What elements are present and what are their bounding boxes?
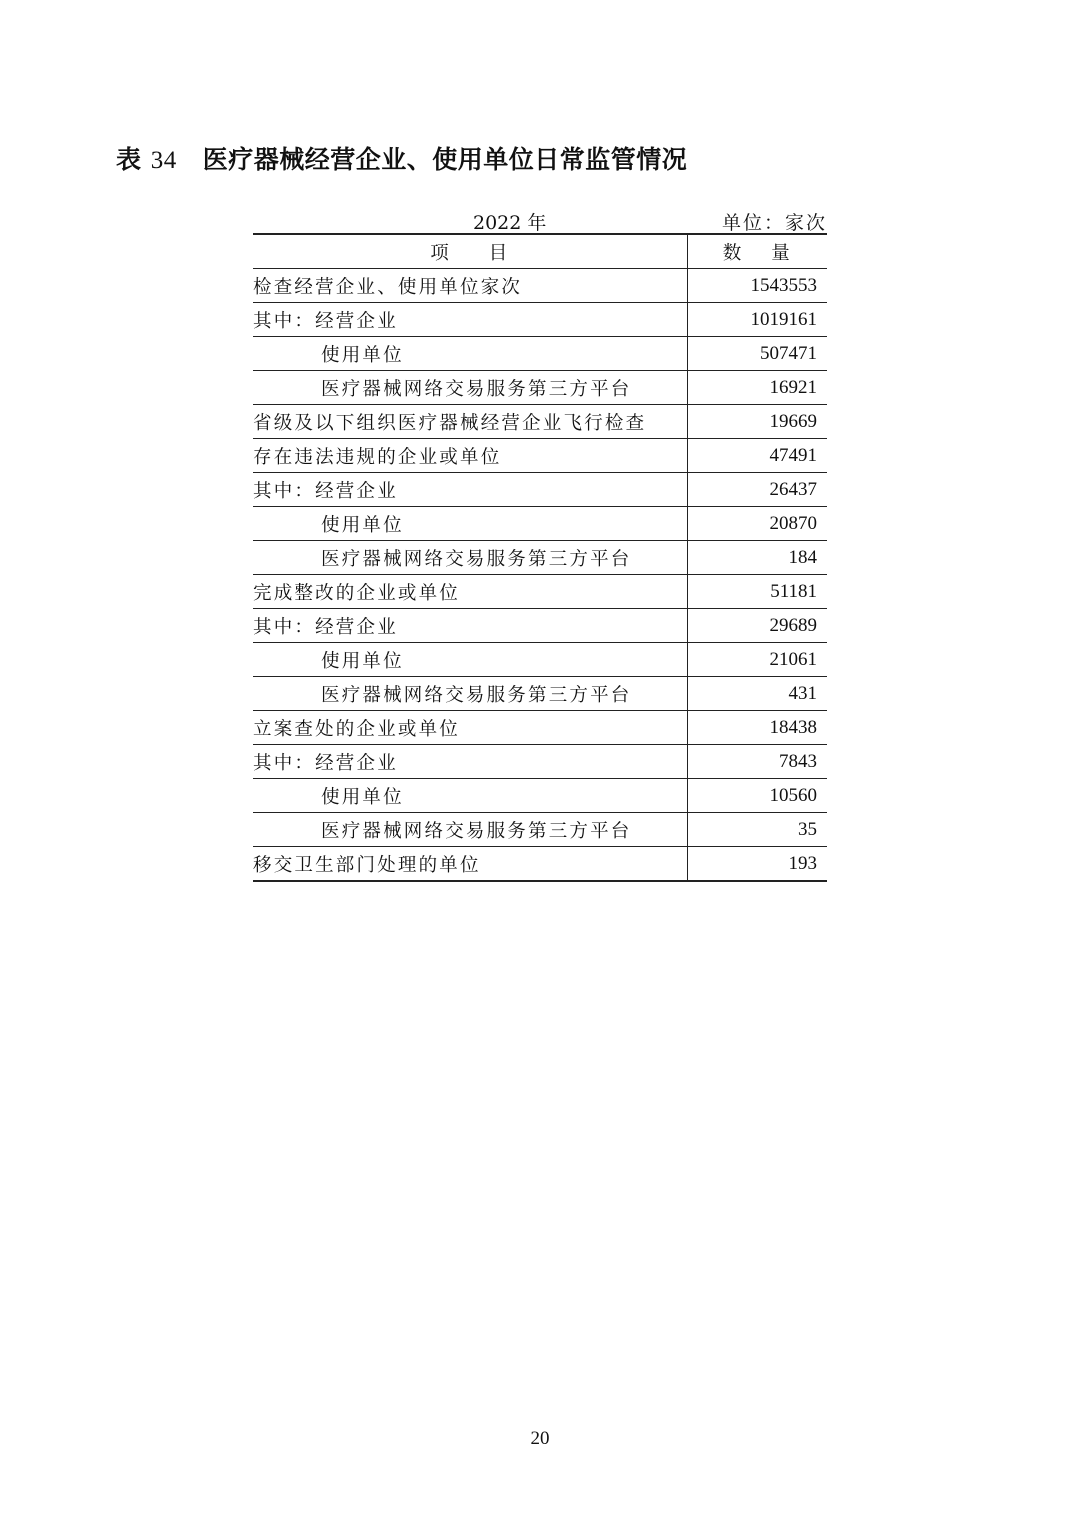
table-row — [253, 847, 827, 882]
row-value: 26437 — [687, 473, 827, 507]
table-row — [253, 405, 827, 439]
row-item-label: 医疗器械网络交易服务第三方平台 — [253, 541, 687, 575]
row-item-label: 医疗器械网络交易服务第三方平台 — [253, 677, 687, 711]
table-header-row — [253, 234, 827, 269]
row-item-label: 其中：经营企业 — [253, 303, 687, 337]
row-item-label: 使用单位 — [253, 779, 687, 813]
table-row — [253, 609, 827, 643]
row-item-label: 使用单位 — [253, 507, 687, 541]
row-value: 431 — [687, 677, 827, 711]
header-item-part2: 目 — [488, 242, 510, 264]
table-label: 表 — [116, 145, 142, 174]
table-body — [253, 269, 827, 882]
table-title-text: 医疗器械经营企业、使用单位日常监管情况 — [202, 145, 688, 174]
table-row — [253, 507, 827, 541]
page-title — [116, 140, 687, 176]
table-row — [253, 643, 827, 677]
table-row — [253, 303, 827, 337]
table-row — [253, 269, 827, 303]
caption-year: 2022 年 — [473, 212, 547, 234]
header-qty-part1: 数 — [722, 242, 744, 264]
row-item-label: 使用单位 — [253, 337, 687, 371]
row-value: 16921 — [687, 371, 827, 405]
table-row — [253, 575, 827, 609]
row-item-label: 存在违法违规的企业或单位 — [253, 439, 687, 473]
table-row — [253, 711, 827, 745]
row-item-label: 省级及以下组织医疗器械经营企业飞行检查 — [253, 405, 687, 439]
row-item-label: 完成整改的企业或单位 — [253, 575, 687, 609]
row-value: 184 — [687, 541, 827, 575]
row-item-label: 使用单位 — [253, 643, 687, 677]
row-value: 19669 — [687, 405, 827, 439]
row-item-label: 检查经营企业、使用单位家次 — [253, 269, 687, 303]
table-caption — [253, 205, 827, 235]
row-value: 35 — [687, 813, 827, 847]
row-value: 18438 — [687, 711, 827, 745]
row-item-label: 医疗器械网络交易服务第三方平台 — [253, 813, 687, 847]
row-value: 10560 — [687, 779, 827, 813]
data-table — [253, 233, 827, 882]
row-item-label: 医疗器械网络交易服务第三方平台 — [253, 371, 687, 405]
header-item-part1: 项 — [430, 242, 451, 264]
row-item-label: 立案查处的企业或单位 — [253, 711, 687, 745]
row-value: 1019161 — [687, 303, 827, 337]
table-row — [253, 541, 827, 575]
row-value: 47491 — [687, 439, 827, 473]
table-row — [253, 677, 827, 711]
table-row — [253, 371, 827, 405]
row-item-label: 其中：经营企业 — [253, 473, 687, 507]
caption-unit: 单位：家次 — [721, 212, 827, 234]
row-item-label: 移交卫生部门处理的单位 — [253, 847, 687, 882]
table-row — [253, 745, 827, 779]
row-value: 20870 — [687, 507, 827, 541]
page-number: 20 — [530, 1428, 550, 1449]
table-row — [253, 439, 827, 473]
row-value: 21061 — [687, 643, 827, 677]
row-value: 193 — [687, 847, 827, 882]
table-number: 34 — [150, 147, 177, 174]
row-value: 507471 — [687, 337, 827, 371]
table-row — [253, 779, 827, 813]
header-quantity — [687, 234, 827, 269]
table-row — [253, 813, 827, 847]
row-item-label: 其中：经营企业 — [253, 609, 687, 643]
row-value: 1543553 — [687, 269, 827, 303]
header-item — [253, 234, 687, 269]
table-row — [253, 337, 827, 371]
table-row — [253, 473, 827, 507]
row-value: 29689 — [687, 609, 827, 643]
row-value: 51181 — [687, 575, 827, 609]
row-value: 7843 — [687, 745, 827, 779]
row-item-label: 其中：经营企业 — [253, 745, 687, 779]
header-qty-part2: 量 — [771, 242, 792, 264]
